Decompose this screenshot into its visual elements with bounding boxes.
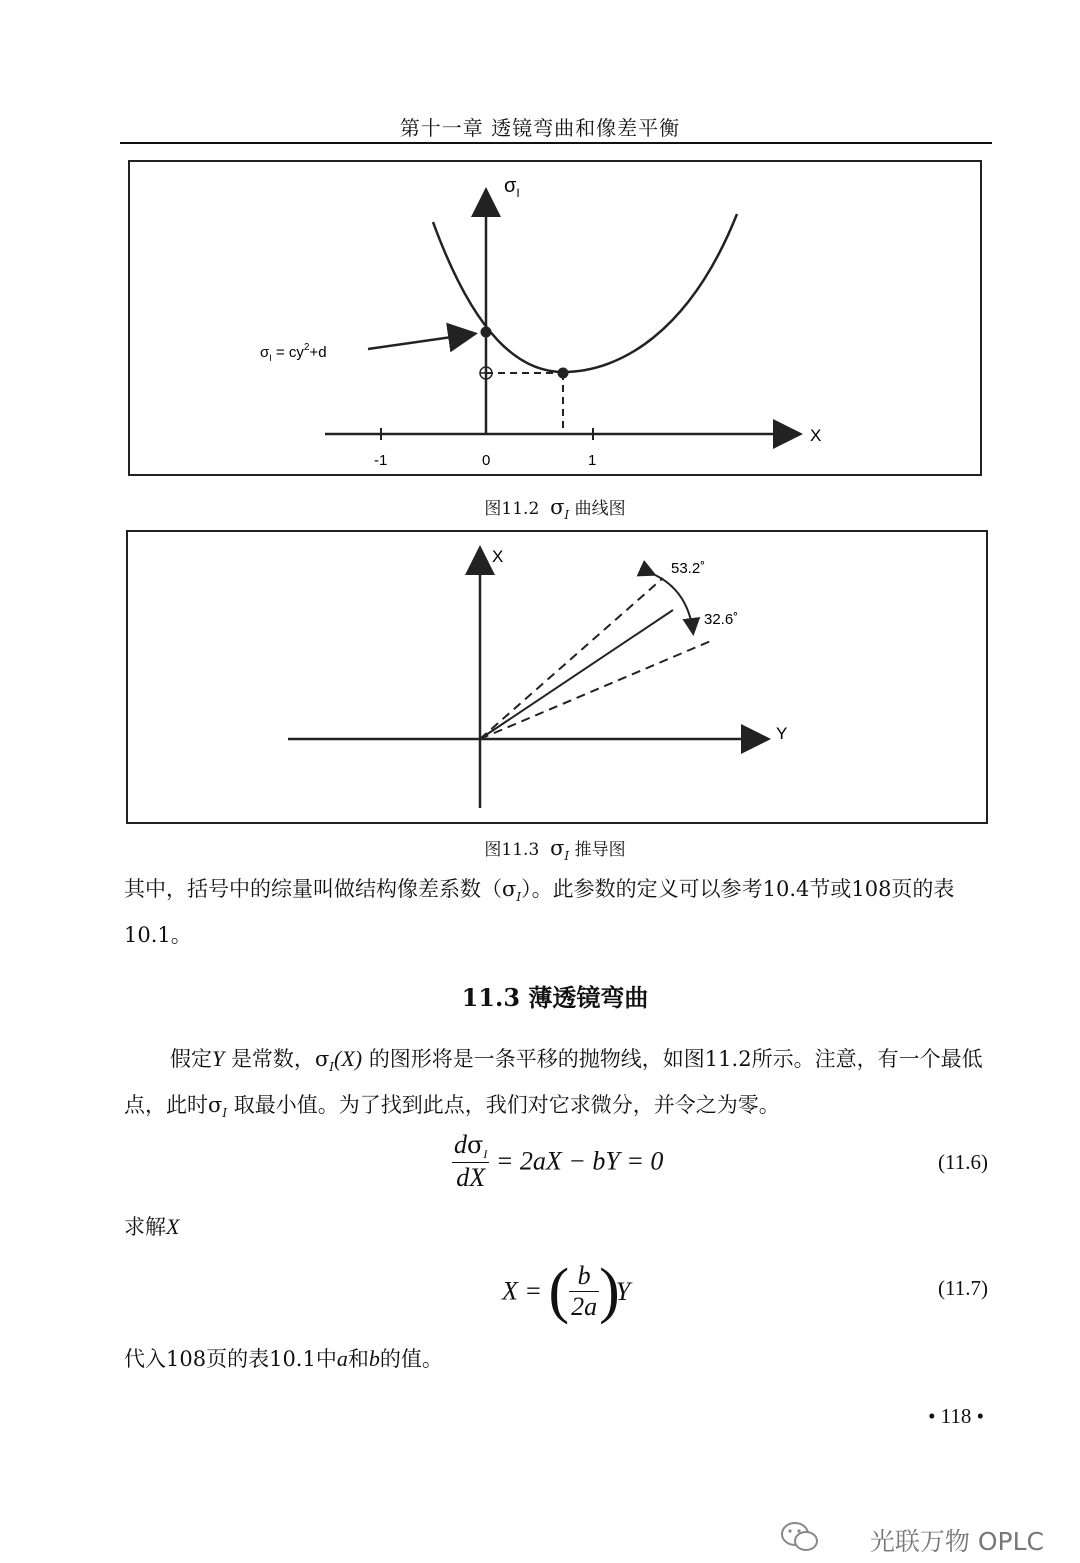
- section-heading: 11.3 薄透镜弯曲: [461, 983, 649, 1012]
- figure-11-2-caption: 图11.2 $\sigma_I$ 曲线图: [484, 495, 626, 522]
- angle-label-53: 53.2˚: [671, 560, 706, 577]
- equation-number: (11.6): [938, 1150, 988, 1174]
- paragraph-parabola: 假定Y 是常数，$\sigma_I(X)$ 的图形将是一条平移的抛物线，如图11.2所示。注意，有一个最低点，此时$\sigma_I$ 取最小值。为了找到此点，我们对它求微分，并令之为零。: [124, 1046, 983, 1120]
- x-tick-label: 1: [588, 452, 597, 469]
- intercept-point: [481, 327, 492, 338]
- watermark: 光联万物 OPLC: [869, 1527, 1044, 1556]
- parabola-curve: [433, 214, 737, 372]
- dashed-ray-53: [480, 578, 663, 739]
- y-axis-label: Y: [776, 724, 788, 743]
- running-header: 第十一章 透镜弯曲和像差平衡: [399, 116, 681, 140]
- solve-text: 求解X: [124, 1214, 180, 1239]
- y-axis-label: $\sigma_I$: [504, 175, 520, 200]
- x-tick-label: -1: [374, 452, 388, 469]
- formula-pointer-arrow: [368, 334, 473, 349]
- figure-11-3: [126, 530, 988, 824]
- equation-11-6: $\frac{d\sigma_I}{dX}$ = 2aX − bY = 0: [454, 1130, 664, 1192]
- figure-11-3-caption: 图11.3 $\sigma_I$ 推导图: [484, 836, 626, 863]
- figure-11-2: [128, 160, 982, 476]
- formula-label: $\sigma_I = cy^2+d$: [260, 342, 327, 363]
- x-tick-label: 0: [482, 452, 491, 469]
- dashed-ray-32: [480, 640, 713, 739]
- minimum-point: [558, 368, 569, 379]
- angle-arc-arrow: [653, 574, 693, 632]
- angle-label-32: 32.6˚: [704, 611, 739, 628]
- paragraph-substitute: 代入108页的表10.1中a和b的值。: [124, 1346, 443, 1371]
- solid-ray: [480, 610, 673, 739]
- x-axis-label: X: [492, 547, 504, 566]
- paragraph-coefficient: 其中，括号中的综量叫做结构像差系数$(\sigma_I)$。此参数的定义可以参考10.4节或108页的表10.1。: [124, 877, 955, 947]
- equation-number: (11.7): [938, 1276, 988, 1300]
- page-number: • 118 •: [928, 1404, 984, 1428]
- x-axis-label: X: [810, 426, 822, 445]
- figure-11-3-plot: [128, 532, 986, 822]
- equation-11-7: X = ( $\frac{b}{2a}$ )Y: [502, 1257, 631, 1325]
- header-rule: [120, 142, 992, 144]
- wechat-icon: [780, 1520, 820, 1558]
- figure-11-2-plot: [130, 162, 980, 474]
